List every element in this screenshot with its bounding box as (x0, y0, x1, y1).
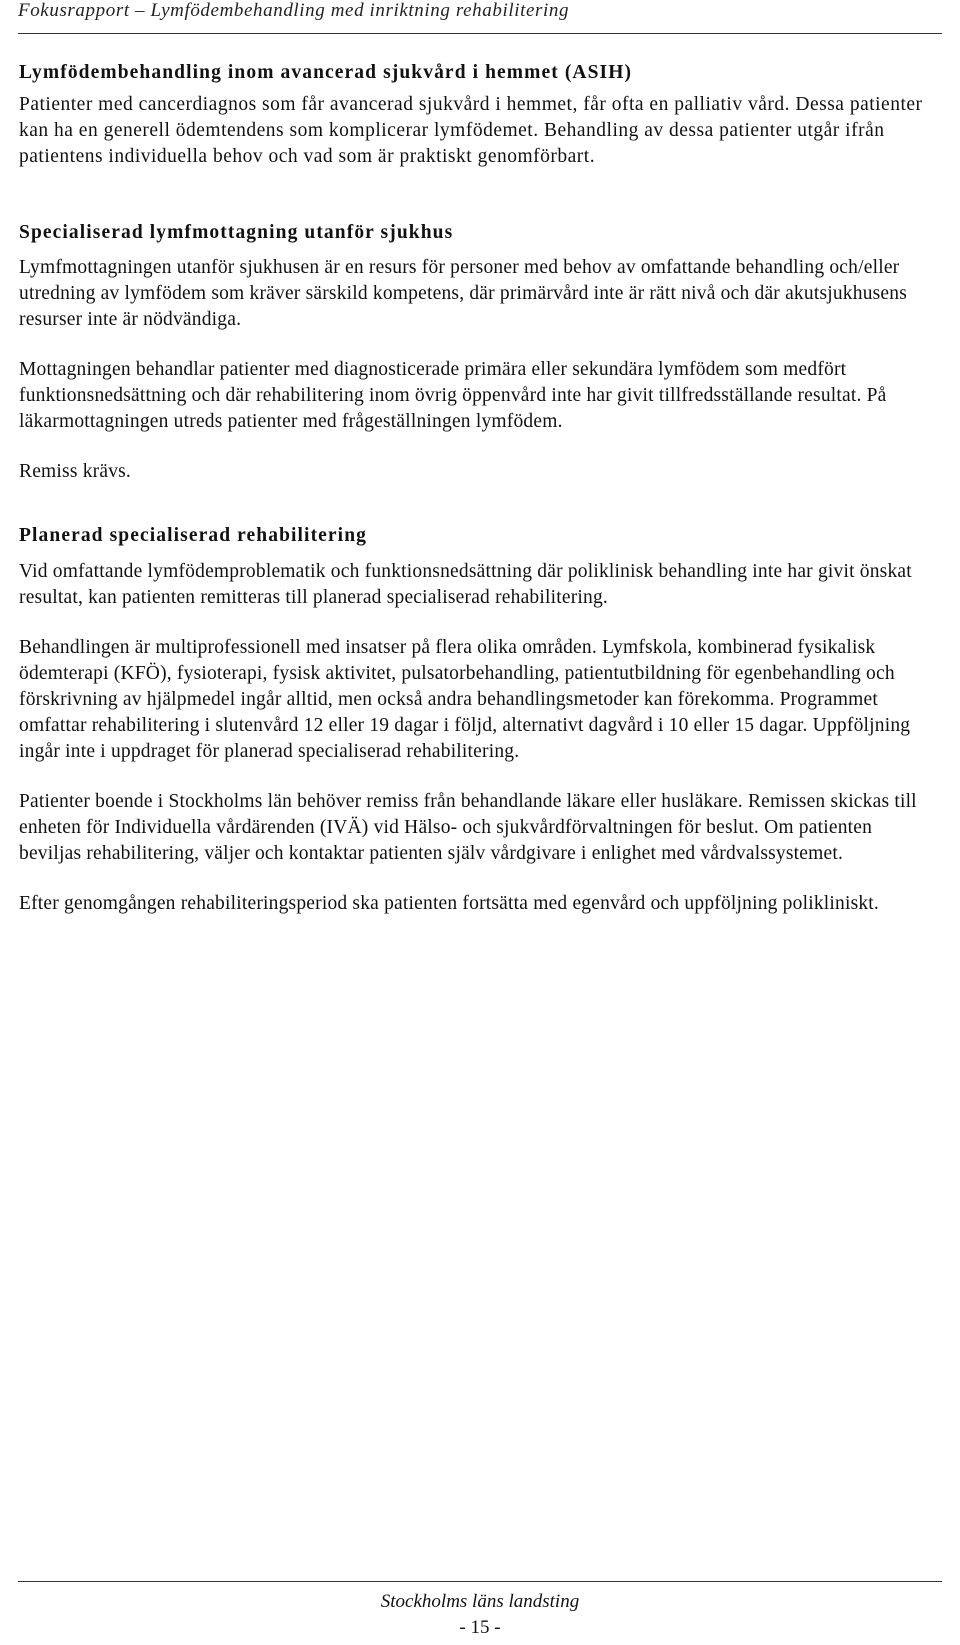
section-heading-lymfmottagning: Specialiserad lymfmottagning utanför sjukhus (19, 222, 454, 243)
footer-organization: Stockholms läns landsting (380, 1591, 580, 1612)
footer-divider (18, 1581, 942, 1582)
paragraph-asih: Patienter med cancerdiagnos som får avancerad sjukvård i hemmet, får ofta en palliativ vård. Dessa patienter kan ha en generell ödemtendens som komplicerar lymfödemet. Behandling av dessa patienter utgår ifrån patientens individuella behov och vad som är praktiskt genomförbart. (19, 94, 923, 167)
section-heading-asih: Lymfödembehandling inom avancerad sjukvård i hemmet (ASIH) (19, 62, 633, 83)
page-number: - 15 - (459, 1617, 501, 1638)
header-divider (18, 33, 942, 34)
paragraph-remiss: Remiss krävs. (19, 461, 132, 482)
paragraph-rehab-4: Efter genomgången rehabiliteringsperiod ska patienten fortsätta med egenvård och uppföljning polikliniskt. (19, 893, 880, 914)
paragraph-rehab-3: Patienter boende i Stockholms län behöver remiss från behandlande läkare eller husläkare. Remissen skickas till enheten för Individuella vårdärenden (IVÄ) vid Hälso- och sjukvårdförvaltningen för beslut. Om patienten beviljas rehabilitering, väljer och kontaktar patienten själv vårdgivare i enlighet med vårdvalssystemet. (19, 791, 917, 864)
paragraph-rehab-2: Behandlingen är multiprofessionell med insatser på flera olika områden. Lymfskola, kombinerad fysikalisk ödemterapi (KFÖ), fysioterapi, fysisk aktivitet, pulsatorbehandling, patientutbildning för egenbehandling och förskrivning av hjälpmedel ingår alltid, men också andra behandlingsmetoder kan förekomma. Programmet omfattar rehabilitering i slutenvård 12 eller 19 dagar i följd, alternativt dagvård i 10 eller 15 dagar. Uppföljning ingår inte i uppdraget för planerad specialiserad rehabilitering. (19, 637, 911, 762)
running-header: Fokusrapport – Lymfödembehandling med inriktning rehabilitering (18, 0, 570, 21)
paragraph-lymfmottagning-1: Lymfmottagningen utanför sjukhusen är en resurs för personer med behov av omfattande behandling och/eller utredning av lymfödem som kräver särskild kompetens, där primärvård inte är rätt nivå och där akutsjukhusens resurser inte är nödvändiga. (19, 257, 908, 330)
paragraph-rehab-1: Vid omfattande lymfödemproblematik och funktionsnedsättning där poliklinisk behandling inte har givit önskat resultat, kan patienten remitteras till planerad specialiserad rehabilitering. (19, 561, 912, 608)
document-body (19, 62, 939, 917)
section-heading-planerad-rehabilitering: Planerad specialiserad rehabilitering (19, 525, 367, 546)
paragraph-lymfmottagning-2: Mottagningen behandlar patienter med diagnosticerade primära eller sekundära lymfödem som medfört funktionsnedsättning och där rehabilitering inom övrig öppenvård inte har givit tillfredsställande resultat. På läkarmottagningen utreds patienter med frågeställningen lymfödem. (19, 359, 887, 432)
